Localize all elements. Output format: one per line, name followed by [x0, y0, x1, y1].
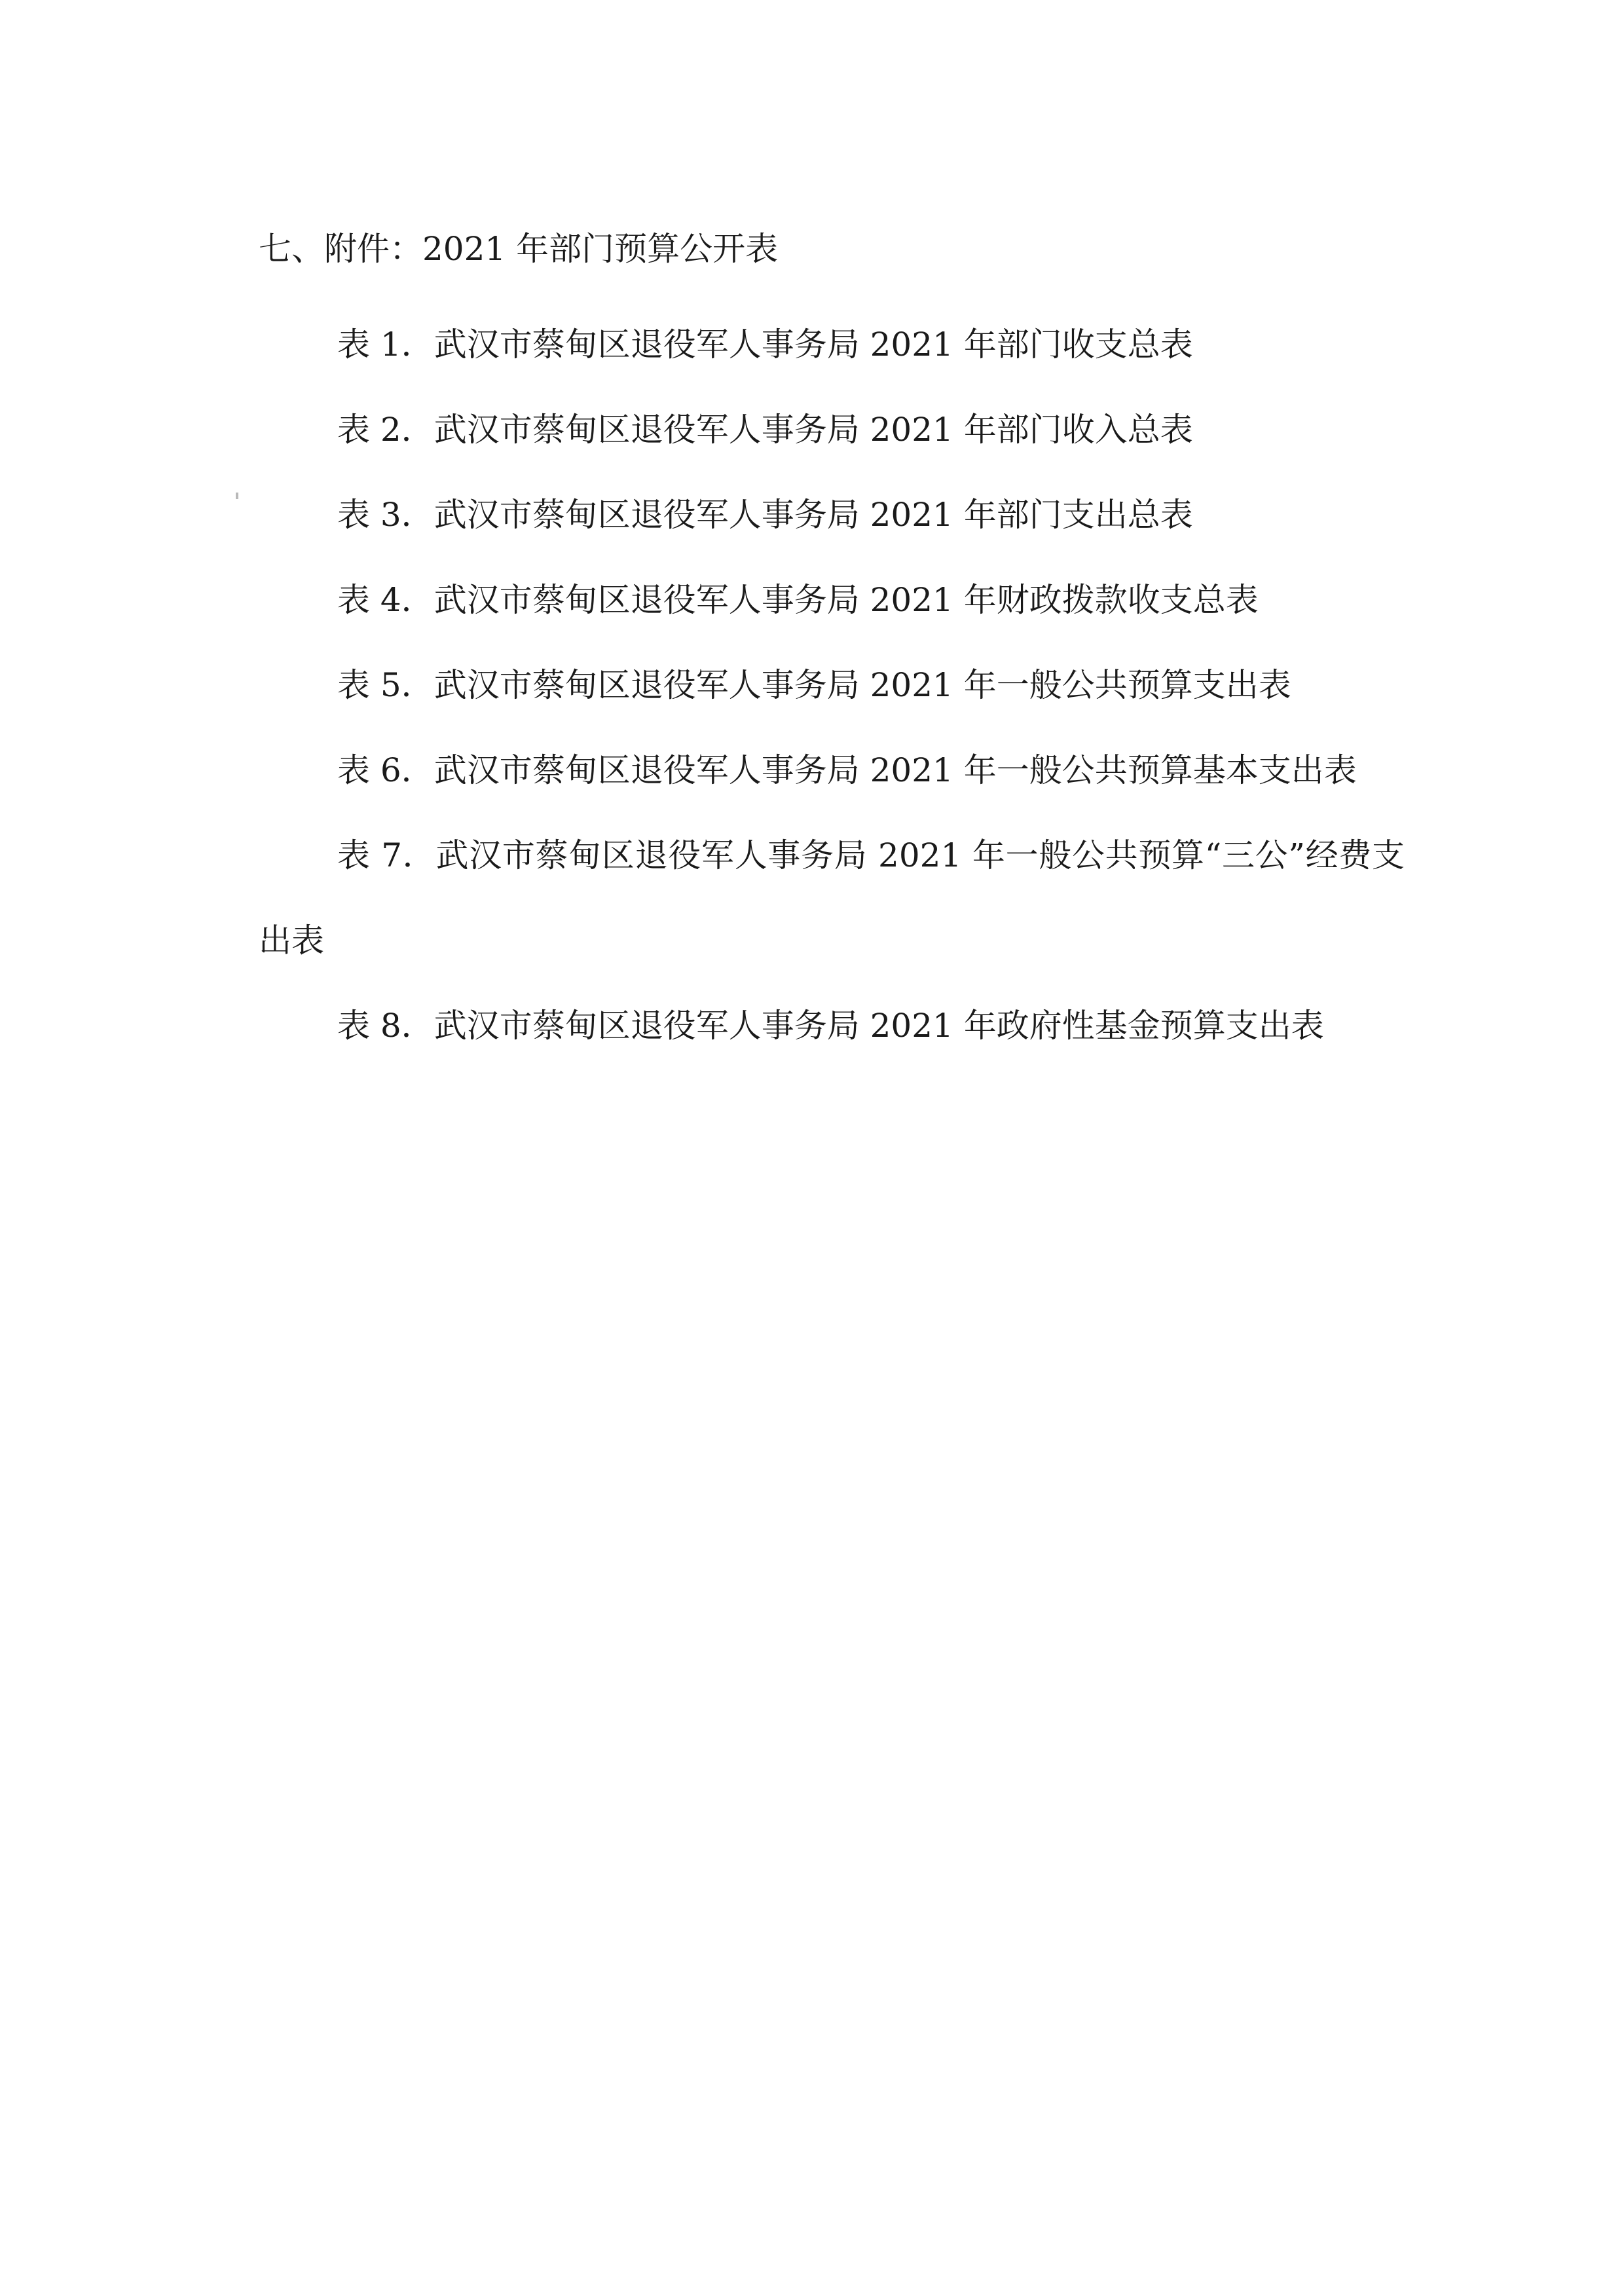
attachment-item-5: 表 5．武汉市蔡甸区退役军人事务局 2021 年一般公共预算支出表 — [337, 666, 1291, 704]
attachment-item-4: 表 4．武汉市蔡甸区退役军人事务局 2021 年财政拨款收支总表 — [337, 581, 1259, 619]
attachment-item-7: 表 7．武汉市蔡甸区退役军人事务局 2021 年一般公共预算“三公”经费支出表 — [259, 836, 1405, 960]
scan-speck — [236, 493, 238, 499]
attachment-section — [259, 216, 1405, 1068]
section-heading: 七、附件：2021 年部门预算公开表 — [259, 230, 779, 268]
attachment-item-8: 表 8．武汉市蔡甸区退役军人事务局 2021 年政府性基金预算支出表 — [337, 1007, 1324, 1045]
attachment-item-1: 表 1．武汉市蔡甸区退役军人事务局 2021 年部门收支总表 — [337, 326, 1193, 364]
attachment-item-6: 表 6．武汉市蔡甸区退役军人事务局 2021 年一般公共预算基本支出表 — [337, 751, 1357, 789]
attachment-item-2: 表 2．武汉市蔡甸区退役军人事务局 2021 年部门收入总表 — [337, 411, 1193, 449]
attachment-item-3: 表 3．武汉市蔡甸区退役军人事务局 2021 年部门支出总表 — [337, 496, 1193, 534]
